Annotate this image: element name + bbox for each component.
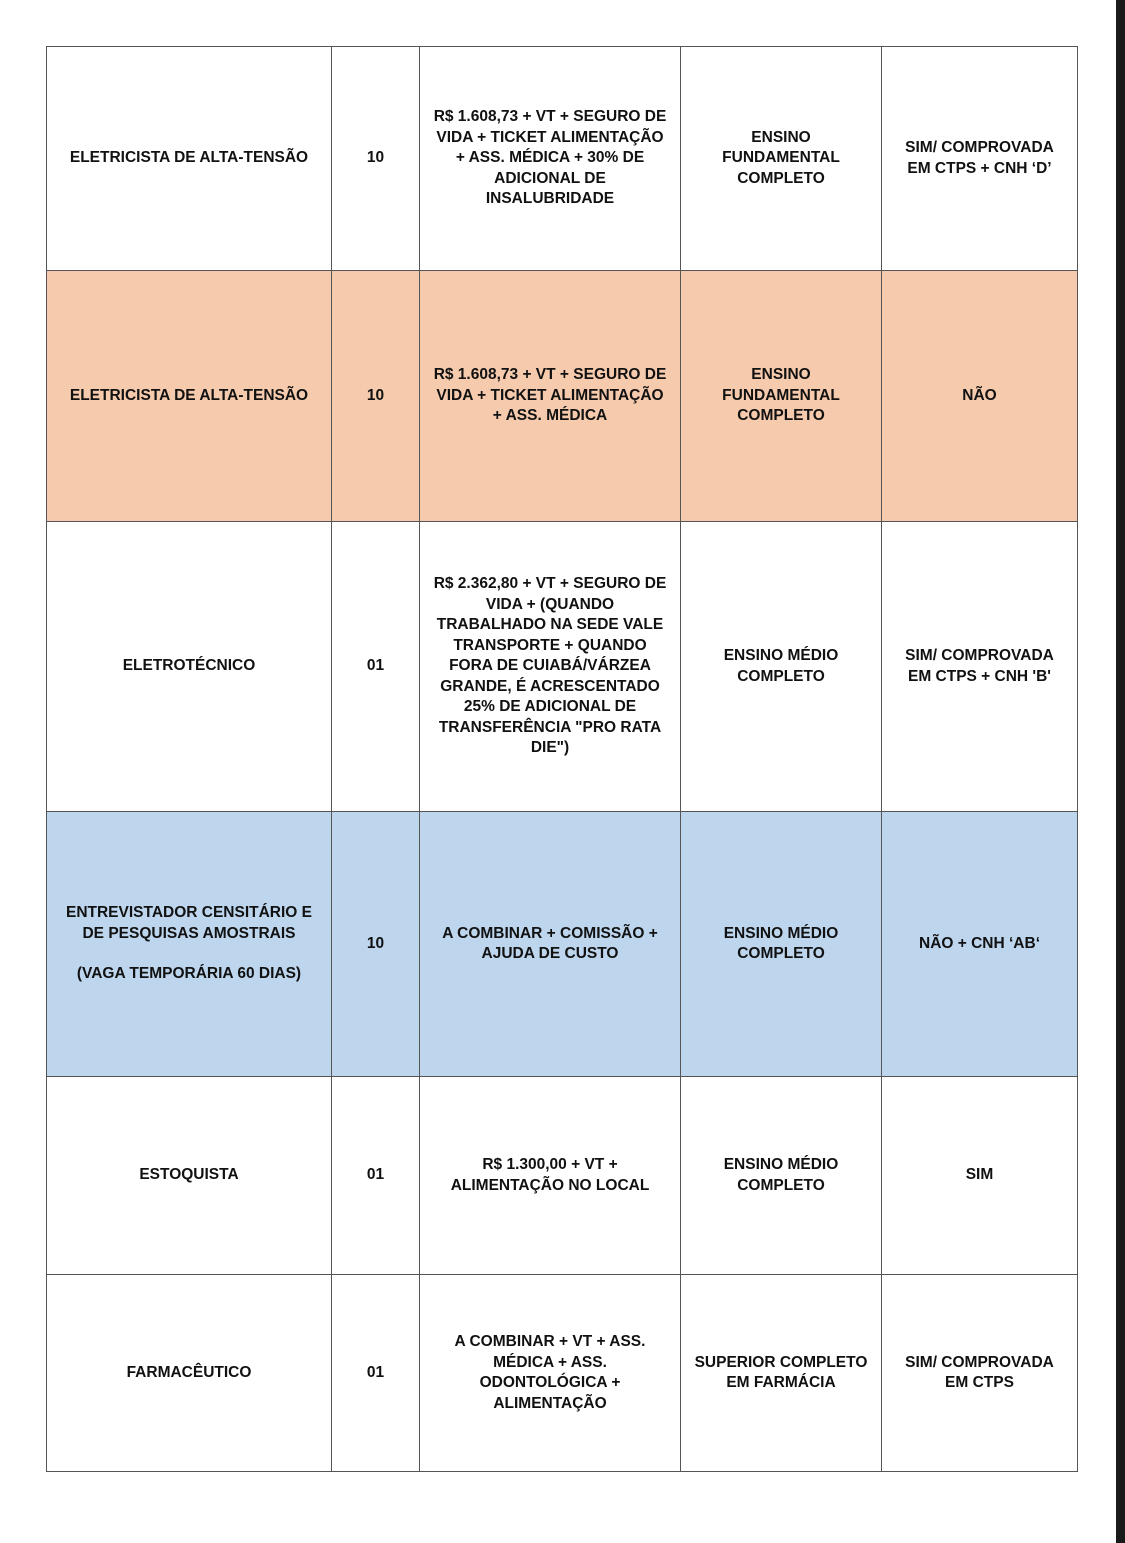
salary-benefits-cell: R$ 2.362,80 + VT + SEGURO DE VIDA + (QUANDO TRABALHADO NA SEDE VALE TRANSPORTE + QUANDO FORA DE CUIABÁ/VÁRZEA GRANDE, É ACRESCENTADO 25% DE ADICIONAL DE TRANSFERÊNCIA "PRO RATA DIE") bbox=[420, 522, 681, 812]
job-title-cell: ELETROTÉCNICO bbox=[47, 522, 332, 812]
salary-benefits-cell: R$ 1.608,73 + VT + SEGURO DE VIDA + TICKET ALIMENTAÇÃO + ASS. MÉDICA + 30% DE ADICIONAL DE INSALUBRIDADE bbox=[420, 47, 681, 271]
table-row bbox=[47, 1077, 1078, 1275]
salary-benefits-cell: A COMBINAR + VT + ASS. MÉDICA + ASS. ODONTOLÓGICA + ALIMENTAÇÃO bbox=[420, 1275, 681, 1472]
salary-benefits-cell: R$ 1.608,73 + VT + SEGURO DE VIDA + TICKET ALIMENTAÇÃO + ASS. MÉDICA bbox=[420, 271, 681, 522]
education-cell: ENSINO MÉDIO COMPLETO bbox=[681, 522, 882, 812]
vacancies-cell: 01 bbox=[332, 1077, 420, 1275]
salary-benefits-cell: A COMBINAR + COMISSÃO + AJUDA DE CUSTO bbox=[420, 812, 681, 1077]
education-cell: ENSINO MÉDIO COMPLETO bbox=[681, 812, 882, 1077]
education-cell: ENSINO MÉDIO COMPLETO bbox=[681, 1077, 882, 1275]
job-title-cell bbox=[47, 812, 332, 1077]
job-title-cell: ELETRICISTA DE ALTA-TENSÃO bbox=[47, 47, 332, 271]
table-row bbox=[47, 1275, 1078, 1472]
job-title-cell: ESTOQUISTA bbox=[47, 1077, 332, 1275]
job-title-cell: ELETRICISTA DE ALTA-TENSÃO bbox=[47, 271, 332, 522]
education-cell: SUPERIOR COMPLETO EM FARMÁCIA bbox=[681, 1275, 882, 1472]
experience-cell: NÃO bbox=[882, 271, 1078, 522]
experience-cell: NÃO + CNH ‘AB‘ bbox=[882, 812, 1078, 1077]
experience-cell: SIM/ COMPROVADA EM CTPS + CNH 'B' bbox=[882, 522, 1078, 812]
experience-cell: SIM/ COMPROVADA EM CTPS + CNH ‘D’ bbox=[882, 47, 1078, 271]
vacancies-cell: 01 bbox=[332, 1275, 420, 1472]
experience-cell: SIM/ COMPROVADA EM CTPS bbox=[882, 1275, 1078, 1472]
vacancies-cell: 01 bbox=[332, 522, 420, 812]
table-row bbox=[47, 812, 1078, 1077]
table-row bbox=[47, 271, 1078, 522]
job-vacancies-table bbox=[46, 46, 1078, 1472]
vacancies-cell: 10 bbox=[332, 812, 420, 1077]
education-cell: ENSINO FUNDAMENTAL COMPLETO bbox=[681, 47, 882, 271]
vacancies-cell: 10 bbox=[332, 47, 420, 271]
vacancies-cell: 10 bbox=[332, 271, 420, 522]
table-row bbox=[47, 47, 1078, 271]
temporary-note: (VAGA TEMPORÁRIA 60 DIAS) bbox=[76, 965, 302, 983]
job-title-cell: FARMACÊUTICO bbox=[47, 1275, 332, 1472]
experience-cell: SIM bbox=[882, 1077, 1078, 1275]
table-row bbox=[47, 522, 1078, 812]
education-cell: ENSINO FUNDAMENTAL COMPLETO bbox=[681, 271, 882, 522]
job-title-text: ENTREVISTADOR CENSITÁRIO E DE PESQUISAS AMOSTRAIS bbox=[65, 904, 312, 942]
salary-benefits-cell: R$ 1.300,00 + VT + ALIMENTAÇÃO NO LOCAL bbox=[420, 1077, 681, 1275]
